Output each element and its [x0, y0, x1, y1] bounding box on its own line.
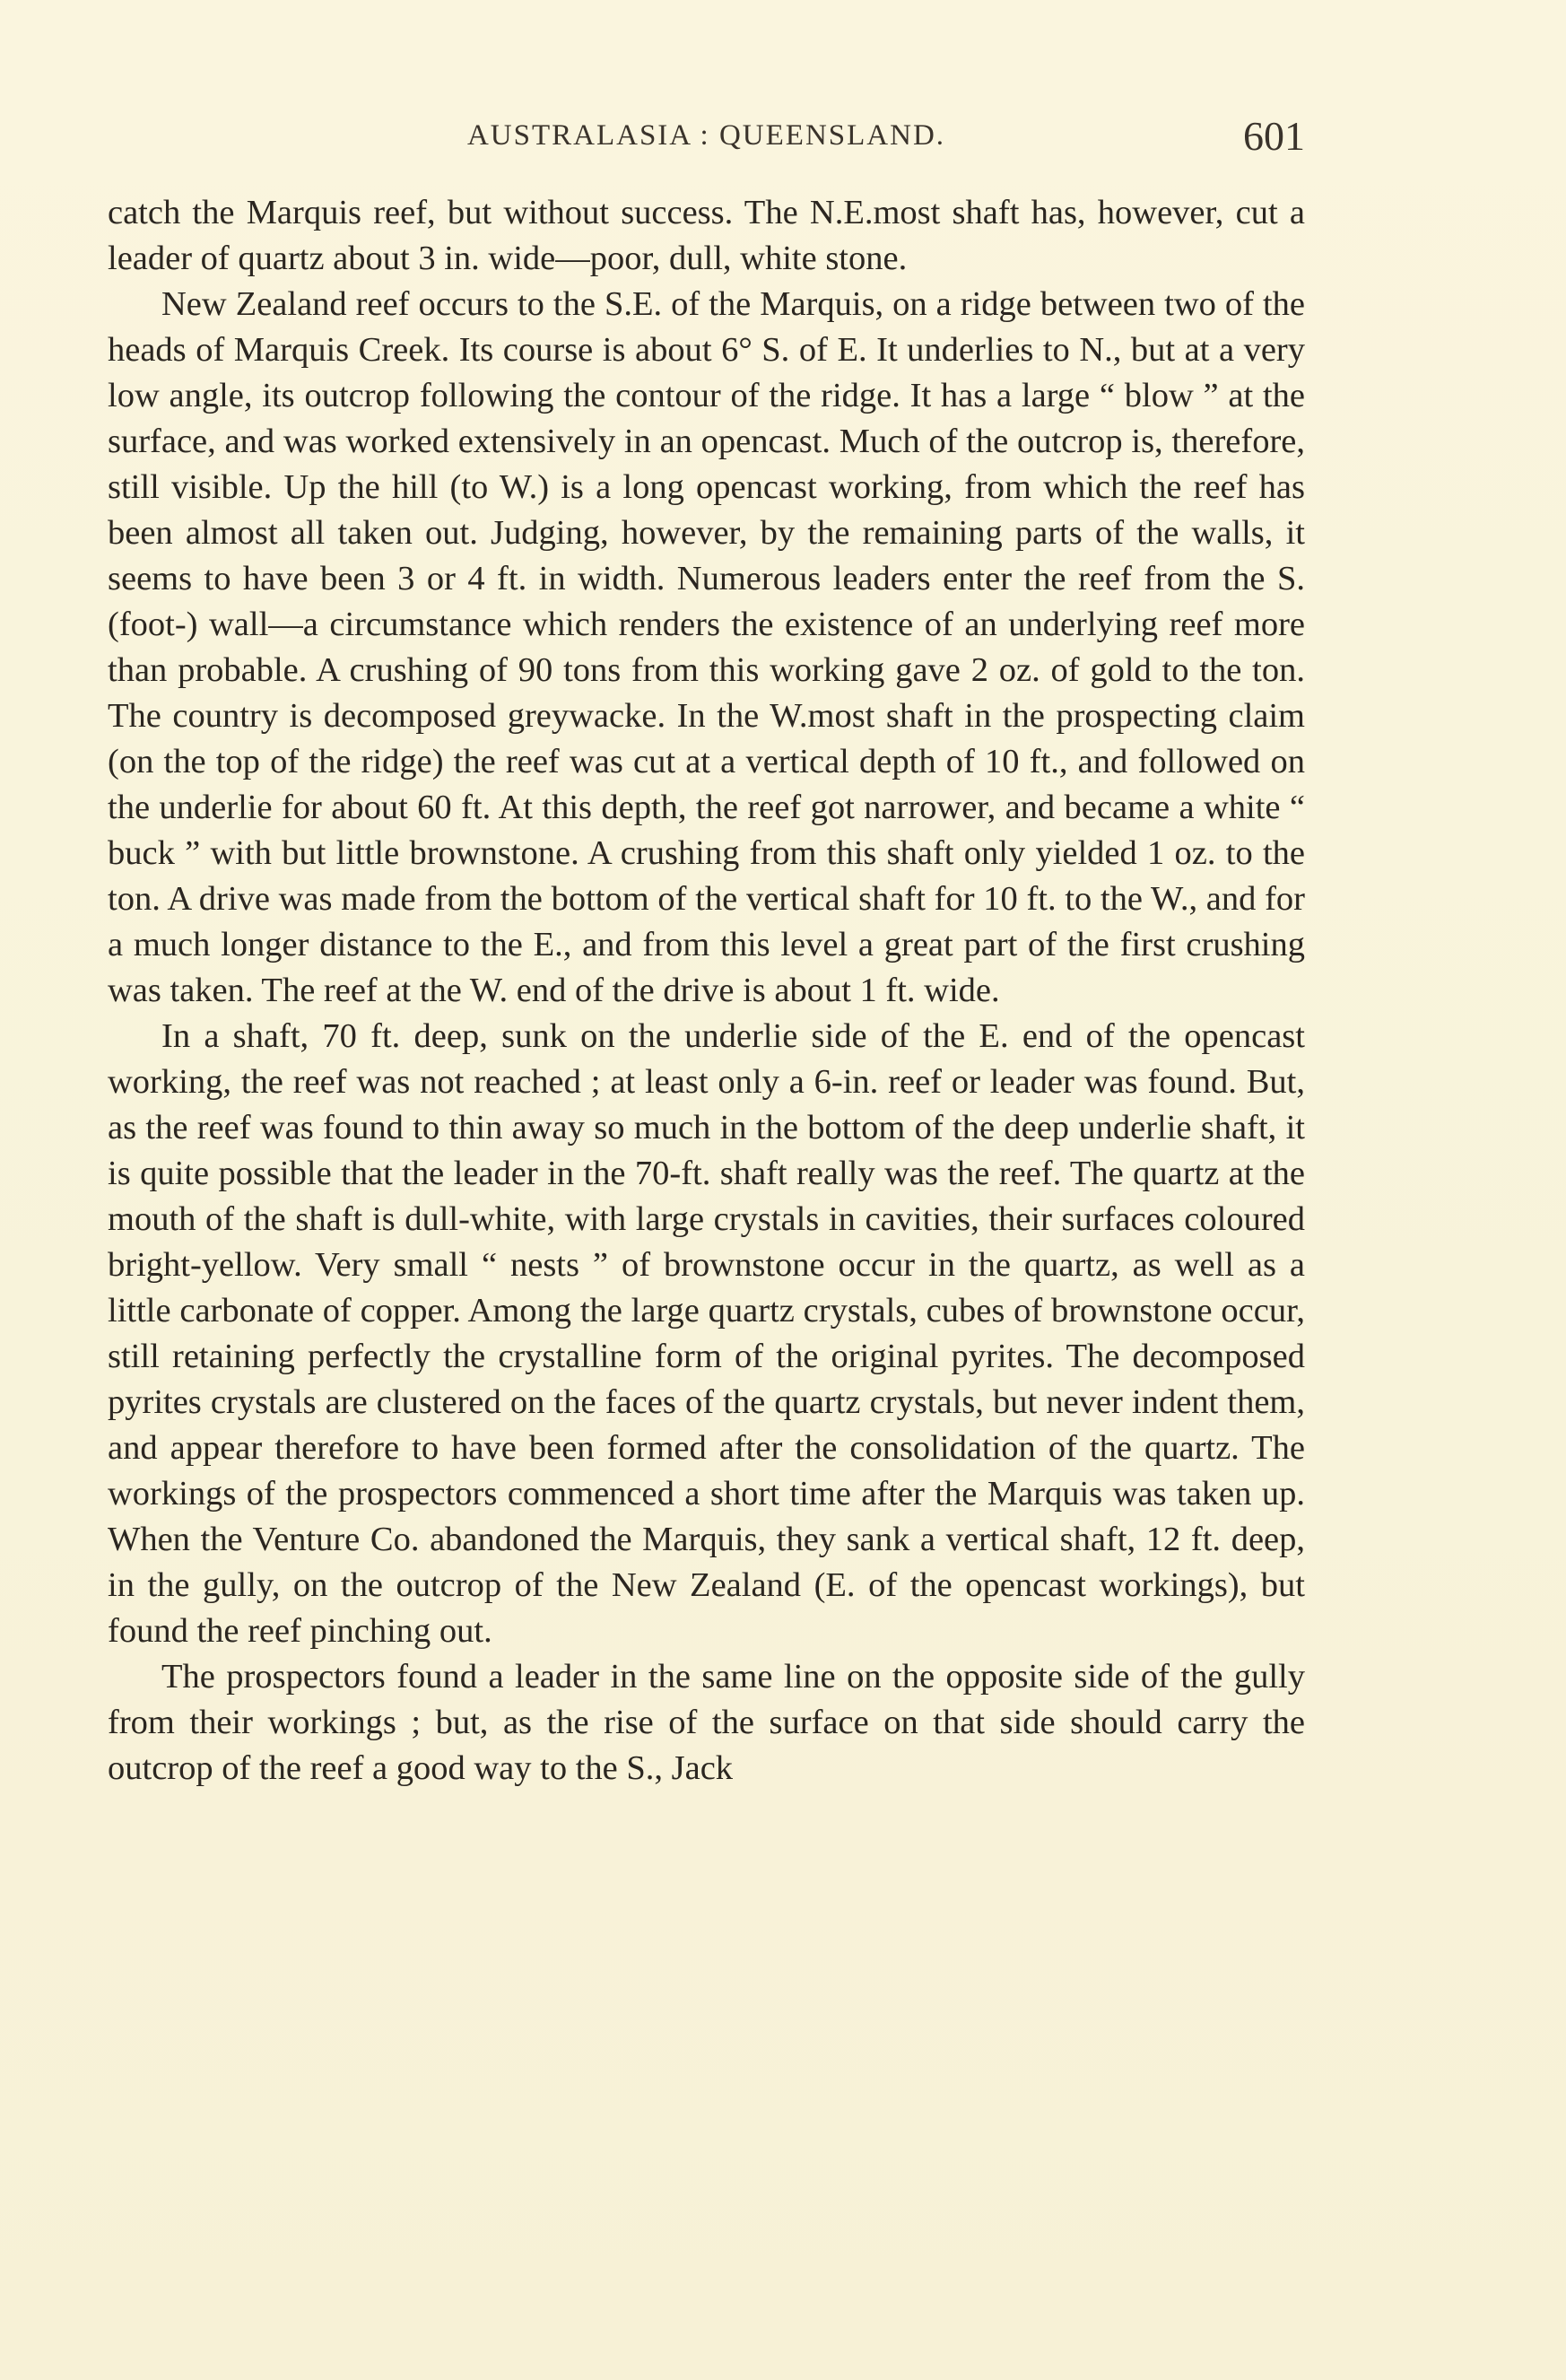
paragraph-new-zealand-reef: New Zealand reef occurs to the S.E. of the Marquis, on a ridge between two of the heads of Marquis Creek. Its course is about 6° S. of E. It underlies to N., but at a very low angle, its outcrop following the contour of the ridge. It has a large “ blow ” at the surface, and was worked extensively in an opencast. Much of the outcrop is, therefore, still visible. Up the hill (to W.) is a long opencast working, from which the reef has been almost all taken out. Judging, however, by the remaining parts of the walls, it seems to have been 3 or 4 ft. in width. Numerous leaders enter the reef from the S. (foot-) wall—a circumstance which renders the existence of an underlying reef more than probable. A crushing of 90 tons from this working gave 2 oz. of gold to the ton. The country is decomposed greywacke. In the W.most shaft in the prospecting claim (on the top of the ridge) the reef was cut at a vertical depth of 10 ft., and followed on the underlie for about 60 ft. At this depth, the reef got narrower, and became a white “ buck ” with but little brownstone. A crushing from this shaft only yielded 1 oz. to the ton. A drive was made from the bottom of the vertical shaft for 10 ft. to the W., and for a much longer distance to the E., and from this level a great part of the first crushing was taken. The reef at the W. end of the drive is about 1 ft. wide.	[108, 285, 1305, 1009]
page-number: 601	[1243, 113, 1305, 159]
running-head	[108, 112, 1305, 166]
paragraph-prospectors: The prospectors found a leader in the same line on the opposite side of the gully from their workings ; but, as the rise of the surface on that side should carry the outcrop of the reef a good way to the S., Jack	[108, 1658, 1305, 1787]
body-text	[108, 190, 1305, 1792]
running-title: AUSTRALASIA : QUEENSLAND.	[466, 119, 946, 152]
paragraph-shaft-70ft: In a shaft, 70 ft. deep, sunk on the underlie side of the E. end of the opencast working, the reef was not reached ; at least only a 6-in. reef or leader was found. But, as the reef was found to thin away so much in the bottom of the deep underlie shaft, it is quite possible that the leader in the 70-ft. shaft really was the reef. The quartz at the mouth of the shaft is dull-white, with large crystals in cavities, their surfaces coloured bright-yellow. Very small “ nests ” of brownstone occur in the quartz, as well as a little carbonate of copper. Among the large quartz crystals, cubes of brownstone occur, still retaining perfectly the crystalline form of the original pyrites. The decomposed pyrites crystals are clustered on the faces of the quartz crystals, but never indent them, and appear therefore to have been formed after the consolidation of the quartz. The workings of the prospectors commenced a short time after the Marquis was taken up. When the Venture Co. abandoned the Marquis, they sank a vertical shaft, 12 ft. deep, in the gully, on the outcrop of the New Zealand (E. of the opencast workings), but found the reef pinching out.	[108, 1017, 1305, 1650]
paragraph-continuation: catch the Marquis reef, but without success. The N.E.most shaft has, however, cut a leader of quartz about 3 in. wide—poor, dull, white stone.	[108, 194, 1305, 277]
